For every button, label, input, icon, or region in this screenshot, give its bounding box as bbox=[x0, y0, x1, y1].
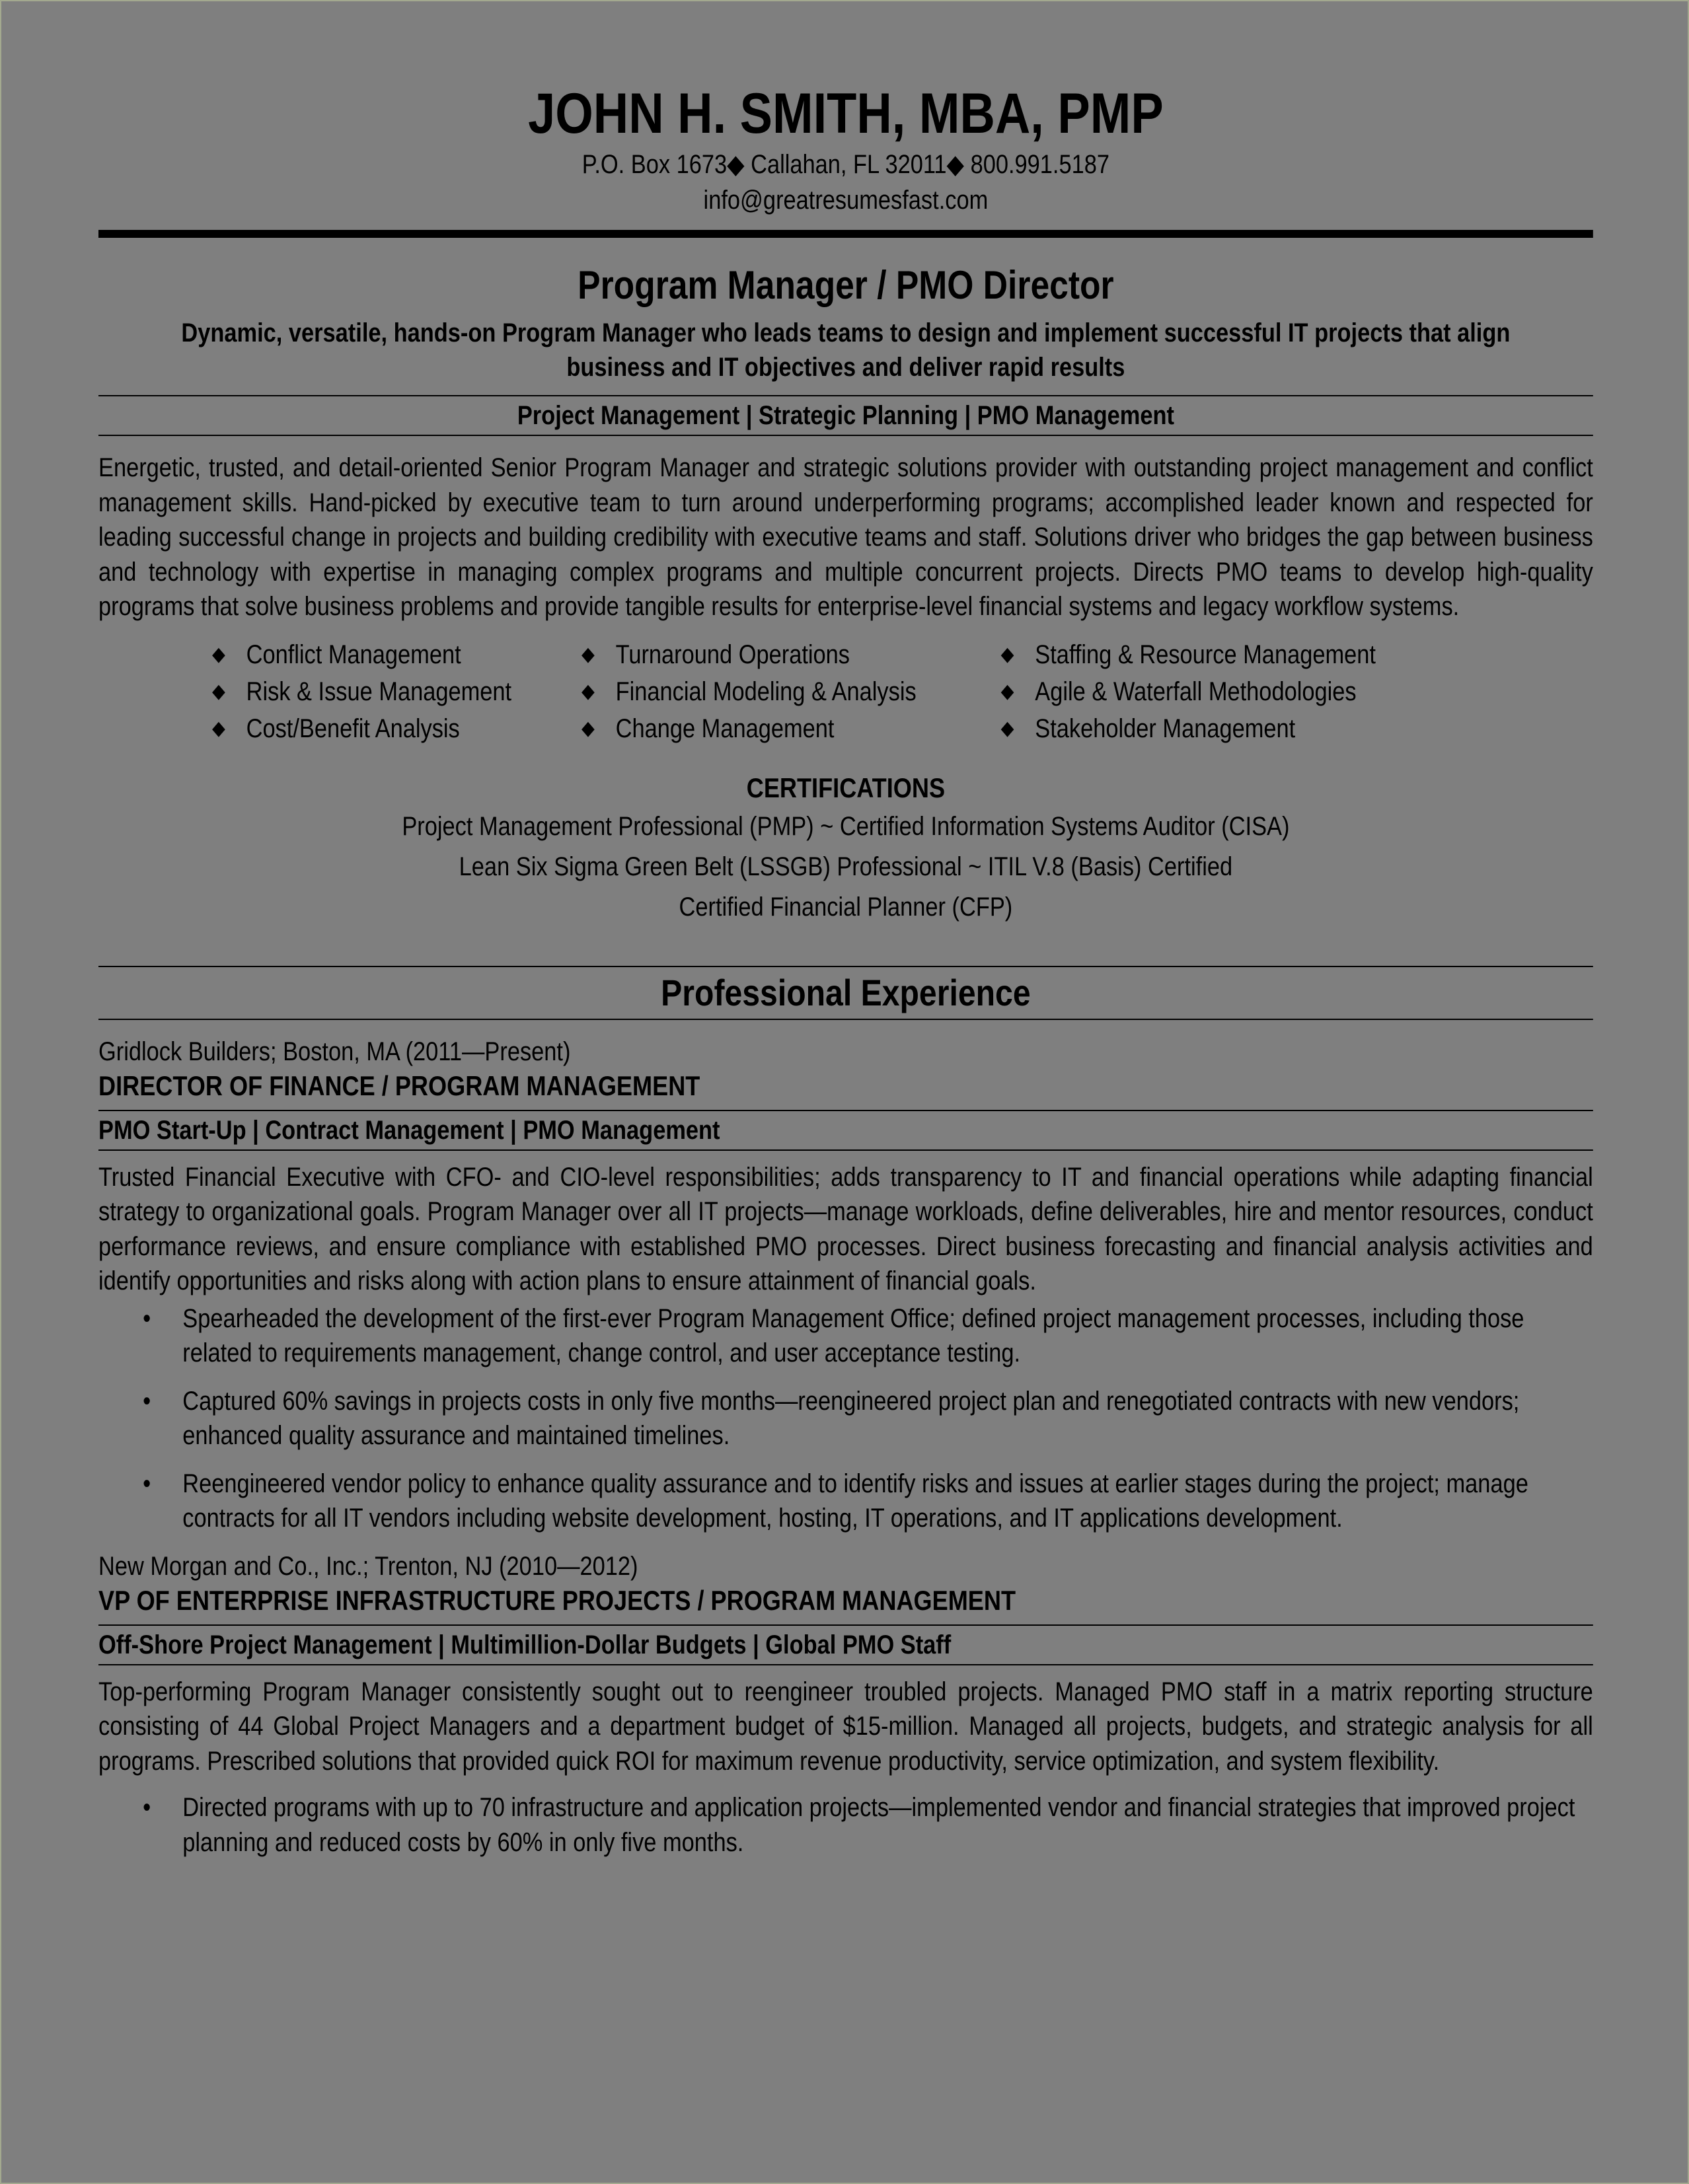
job-keywords: PMO Start-Up | Contract Management | PMO Management bbox=[98, 1110, 1593, 1151]
bullet-icon: • bbox=[143, 1303, 151, 1333]
list-item bbox=[98, 1467, 1593, 1536]
diamond-bullet-icon: ◆ bbox=[1000, 643, 1014, 665]
tagline-line-2: business and IT objectives and deliver rapid results bbox=[566, 353, 1125, 382]
contact-email: info@greatresumesfast.com bbox=[703, 186, 989, 215]
job-keywords: Off-Shore Project Management | Multimillion-Dollar Budgets | Global PMO Staff bbox=[98, 1624, 1593, 1665]
resume-sheet bbox=[98, 81, 1593, 1873]
skill-item bbox=[1001, 673, 1456, 710]
headline-title: Program Manager / PMO Director bbox=[578, 263, 1114, 307]
skills-grid bbox=[98, 636, 1593, 747]
skill-item bbox=[1001, 710, 1456, 747]
headline-tagline bbox=[98, 316, 1593, 384]
list-item bbox=[98, 1384, 1593, 1453]
certifications-section bbox=[98, 770, 1593, 928]
skill-item bbox=[212, 673, 582, 710]
diamond-bullet-icon: ◆ bbox=[582, 643, 595, 665]
bullet-text: Reengineered vendor policy to enhance quality assurance and to identify risks and issues at earlier stages during the project; manage contracts for all IT vendors including website development, hosting, IT operations, and IT applications development. bbox=[182, 1469, 1528, 1533]
bullet-text: Captured 60% savings in projects costs in only five months—reengineered project plan and renegotiated contracts with new vendors; enhanced quality assurance and maintained timelines. bbox=[182, 1386, 1520, 1450]
header-divider bbox=[98, 230, 1593, 238]
diamond-bullet-icon: ◆ bbox=[212, 643, 225, 665]
skill-item bbox=[582, 673, 1001, 710]
skill-label: Staffing & Resource Management bbox=[1035, 639, 1376, 669]
skill-label: Change Management bbox=[615, 713, 835, 743]
certifications-heading: CERTIFICATIONS bbox=[746, 772, 946, 803]
skills-column-3 bbox=[1001, 636, 1456, 747]
job-bullets bbox=[98, 1301, 1593, 1536]
headline-keywords: Project Management | Strategic Planning | PMO Management bbox=[98, 395, 1593, 436]
bullet-text: Directed programs with up to 70 infrastructure and application projects—implemented vendor and financial strategies that improved project planning and reduced costs by 60% in only five months. bbox=[182, 1793, 1575, 1857]
skill-item bbox=[1001, 636, 1456, 673]
job-company: New Morgan and Co., Inc.; Trenton, NJ (2010—2012) bbox=[98, 1551, 638, 1581]
skill-label: Conflict Management bbox=[246, 639, 461, 669]
contact-address: P.O. Box 1673◆ Callahan, FL 32011◆ 800.991.5187 bbox=[582, 150, 1109, 179]
certification-line: Project Management Professional (PMP) ~ Certified Information Systems Auditor (CISA) bbox=[402, 811, 1290, 841]
job-company: Gridlock Builders; Boston, MA (2011—Present) bbox=[98, 1037, 571, 1066]
diamond-bullet-icon: ◆ bbox=[582, 717, 595, 739]
certification-line: Certified Financial Planner (CFP) bbox=[679, 892, 1013, 922]
skill-label: Stakeholder Management bbox=[1035, 713, 1296, 743]
candidate-name: JOHN H. SMITH, MBA, PMP bbox=[528, 82, 1164, 145]
skill-item bbox=[582, 636, 1001, 673]
job-title: DIRECTOR OF FINANCE / PROGRAM MANAGEMENT bbox=[98, 1070, 700, 1101]
diamond-bullet-icon: ◆ bbox=[212, 680, 225, 702]
diamond-bullet-icon: ◆ bbox=[1000, 717, 1014, 739]
summary-paragraph: Energetic, trusted, and detail-oriented Senior Program Manager and strategic solutions provider with outstanding project management and conflict management skills. Hand-picked by executive team to turn around underperforming programs; accomplished leader known and respected for leading successful change in projects and building credibility with executive teams and staff. Solutions driver who bridges the gap between business and technology with expertise in managing complex programs and multiple concurrent projects. Directs PMO teams to develop high-quality programs that solve business problems and provide tangible results for enterprise-level financial systems and legacy workflow systems. bbox=[98, 453, 1593, 621]
list-item bbox=[98, 1301, 1593, 1371]
job-bullets bbox=[98, 1790, 1593, 1860]
skill-item bbox=[212, 710, 582, 747]
skill-item bbox=[212, 636, 582, 673]
job-entry-2 bbox=[98, 1549, 1593, 1860]
skill-label: Agile & Waterfall Methodologies bbox=[1035, 676, 1357, 706]
skill-label: Turnaround Operations bbox=[615, 639, 850, 669]
bullet-icon: • bbox=[143, 1469, 151, 1498]
diamond-bullet-icon: ◆ bbox=[582, 680, 595, 702]
skill-label: Risk & Issue Management bbox=[246, 676, 512, 706]
skill-label: Cost/Benefit Analysis bbox=[246, 713, 460, 743]
experience-heading: Professional Experience bbox=[98, 967, 1593, 1020]
diamond-bullet-icon: ◆ bbox=[212, 717, 225, 739]
skill-label: Financial Modeling & Analysis bbox=[615, 676, 917, 706]
skill-item bbox=[582, 710, 1001, 747]
job-entry-1 bbox=[98, 1035, 1593, 1536]
list-item bbox=[98, 1790, 1593, 1860]
bullet-icon: • bbox=[143, 1386, 151, 1416]
bullet-icon: • bbox=[143, 1793, 151, 1822]
certification-line: Lean Six Sigma Green Belt (LSSGB) Professional ~ ITIL V.8 (Basis) Certified bbox=[459, 852, 1233, 881]
job-summary: Top-performing Program Manager consistently sought out to reengineer troubled projects. Managed PMO staff in a matrix reporting structure consisting of 44 Global Project Managers and a department budget of $15-million. Managed all projects, budgets, and strategic analysis for all programs. Prescribed solutions that provided quick ROI for maximum revenue productivity, service optimization, and system flexibility. bbox=[98, 1677, 1593, 1776]
diamond-bullet-icon: ◆ bbox=[1000, 680, 1014, 702]
skills-column-2 bbox=[582, 636, 1001, 747]
job-title: VP OF ENTERPRISE INFRASTRUCTURE PROJECTS / PROGRAM MANAGEMENT bbox=[98, 1584, 1016, 1616]
resume-header bbox=[98, 81, 1593, 218]
skills-column-1 bbox=[212, 636, 582, 747]
bullet-text: Spearheaded the development of the first-ever Program Management Office; defined project management processes, including those related to requirements management, change control, and user acceptance testing. bbox=[182, 1303, 1524, 1367]
tagline-line-1: Dynamic, versatile, hands-on Program Manager who leads teams to design and implement successful IT projects that align bbox=[181, 318, 1511, 347]
job-summary: Trusted Financial Executive with CFO- and CIO-level responsibilities; adds transparency to IT and financial operations while adapting financial strategy to organizational goals. Program Manager over all IT projects—manage workloads, define deliverables, hire and mentor resources, conduct performance reviews, and ensure compliance with established PMO processes. Direct business forecasting and financial analysis activities and identify opportunities and risks along with action plans to ensure attainment of financial goals. bbox=[98, 1162, 1593, 1295]
